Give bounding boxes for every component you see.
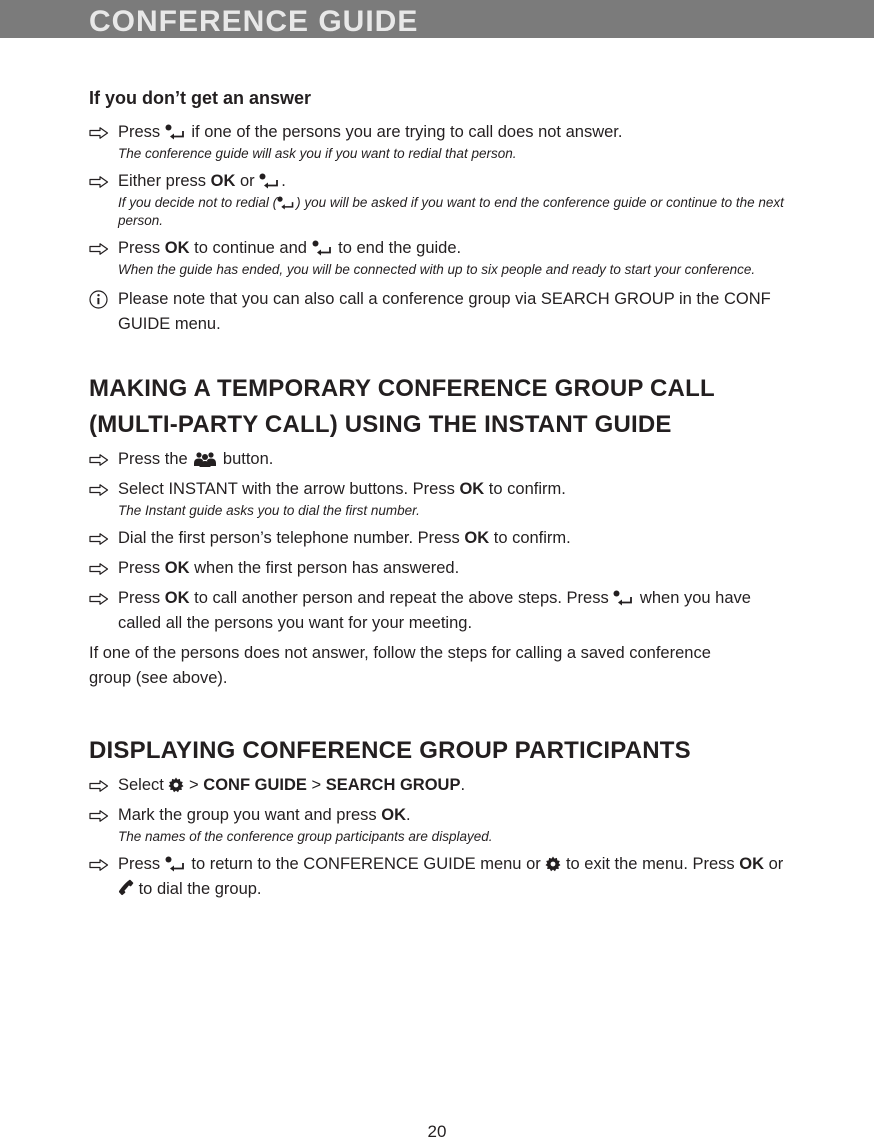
step-text: Press <box>118 855 161 873</box>
step-text: or <box>768 855 784 873</box>
step-item <box>89 169 789 194</box>
step-item <box>89 120 789 145</box>
arrow-bullet-icon <box>89 243 109 255</box>
step-text: > <box>311 776 322 794</box>
step-text: to call another person and repeat the above steps. Press <box>194 589 609 607</box>
arrow-bullet-icon <box>89 810 109 822</box>
step-text: Mark the group you want and press <box>118 806 377 824</box>
menu-label-search-group: SEARCH GROUP <box>325 776 461 794</box>
arrow-bullet-icon <box>89 454 109 466</box>
step-text: Press <box>118 239 161 257</box>
back-key-icon <box>277 196 296 210</box>
arrow-bullet-icon <box>89 593 109 605</box>
step-text: to end the guide. <box>338 239 462 257</box>
arrow-bullet-icon <box>89 563 109 575</box>
ok-key-label: OK <box>459 480 485 498</box>
menu-label-conf-guide: CONF GUIDE <box>203 776 307 794</box>
page-title: CONFERENCE GUIDE <box>89 5 419 38</box>
step-text: Select INSTANT with the arrow buttons. Press <box>118 480 455 498</box>
step-item <box>89 803 789 828</box>
section-heading-participants: DISPLAYING CONFERENCE GROUP PARTICIPANTS <box>89 737 691 764</box>
section-heading-no-answer: If you don’t get an answer <box>89 88 312 108</box>
back-key-icon <box>613 590 635 606</box>
ok-key-label: OK <box>164 589 190 607</box>
step-item <box>89 852 798 902</box>
ok-key-label: OK <box>164 239 190 257</box>
step-text: Press <box>118 123 161 141</box>
step-text: or <box>239 172 255 190</box>
back-key-icon <box>165 124 187 140</box>
step-text: Dial the first person’s telephone number. Press <box>118 529 460 547</box>
step-text: to confirm. <box>488 480 566 498</box>
back-key-icon <box>259 173 281 189</box>
back-key-icon <box>312 240 334 256</box>
step-item <box>89 526 789 551</box>
menu-gear-icon <box>545 856 561 872</box>
arrow-bullet-icon <box>89 127 109 139</box>
back-key-icon <box>165 856 187 872</box>
step-item <box>89 556 789 581</box>
step-item <box>89 447 789 472</box>
step-text: if one of the persons you are trying to call does not answer. <box>191 123 623 141</box>
step-text: Either press <box>118 172 207 190</box>
step-text: button. <box>222 450 274 468</box>
ok-key-label: OK <box>739 855 765 873</box>
arrow-bullet-icon <box>89 780 109 792</box>
info-icon <box>89 290 108 309</box>
step-text: when you have called all the persons you want for your meeting. <box>118 589 751 632</box>
step-text: to exit the menu. Press <box>565 855 735 873</box>
step-item <box>89 477 789 502</box>
arrow-bullet-icon <box>89 484 109 496</box>
step-note: When the guide has ended, you will be connected with up to six people and ready to start your conference. <box>118 262 756 277</box>
step-item <box>89 236 789 261</box>
step-text: . <box>406 806 411 824</box>
step-text: Press <box>118 559 161 577</box>
step-text: > <box>189 776 199 794</box>
call-phone-icon <box>118 879 134 897</box>
ok-key-label: OK <box>210 172 236 190</box>
fallback-paragraph: If one of the persons does not answer, follow the steps for calling a saved conference group (see above). <box>89 644 711 687</box>
step-note: The names of the conference group participants are displayed. <box>118 829 493 844</box>
step-text: to dial the group. <box>138 880 262 898</box>
page-number: 20 <box>427 1122 447 1141</box>
step-text: . <box>281 172 286 190</box>
step-text: . <box>460 776 466 794</box>
step-note: The conference guide will ask you if you want to redial that person. <box>118 146 517 161</box>
section-heading-instant-guide: MAKING A TEMPORARY CONFERENCE GROUP CALL (MULTI-PARTY CALL) USING THE INSTANT GUIDE <box>89 375 715 438</box>
step-item <box>89 773 789 798</box>
menu-gear-icon <box>168 777 184 793</box>
ok-key-label: OK <box>464 529 490 547</box>
step-text: when the first person has answered. <box>194 559 460 577</box>
step-text: Select <box>118 776 164 794</box>
step-item <box>89 586 789 636</box>
step-note <box>89 194 789 230</box>
step-text: to confirm. <box>493 529 571 547</box>
step-text: Press the <box>118 450 188 468</box>
arrow-bullet-icon <box>89 859 109 871</box>
info-text: Please note that you can also call a conference group via SEARCH GROUP in the CONF GUIDE menu. <box>118 290 771 333</box>
step-text: Press <box>118 589 161 607</box>
info-item <box>89 287 778 337</box>
conference-group-icon <box>192 451 218 467</box>
note-text: ) you will be asked if you want to end the conference guide or continue to the next person. <box>118 195 784 228</box>
step-text: to continue and <box>194 239 307 257</box>
ok-key-label: OK <box>381 806 406 824</box>
arrow-bullet-icon <box>89 533 109 545</box>
page-content <box>89 86 789 902</box>
step-text: to return to the CONFERENCE GUIDE menu or <box>191 855 541 873</box>
arrow-bullet-icon <box>89 176 109 188</box>
ok-key-label: OK <box>164 559 190 577</box>
step-note: The Instant guide asks you to dial the first number. <box>118 503 420 518</box>
note-text: If you decide not to redial ( <box>118 195 278 210</box>
